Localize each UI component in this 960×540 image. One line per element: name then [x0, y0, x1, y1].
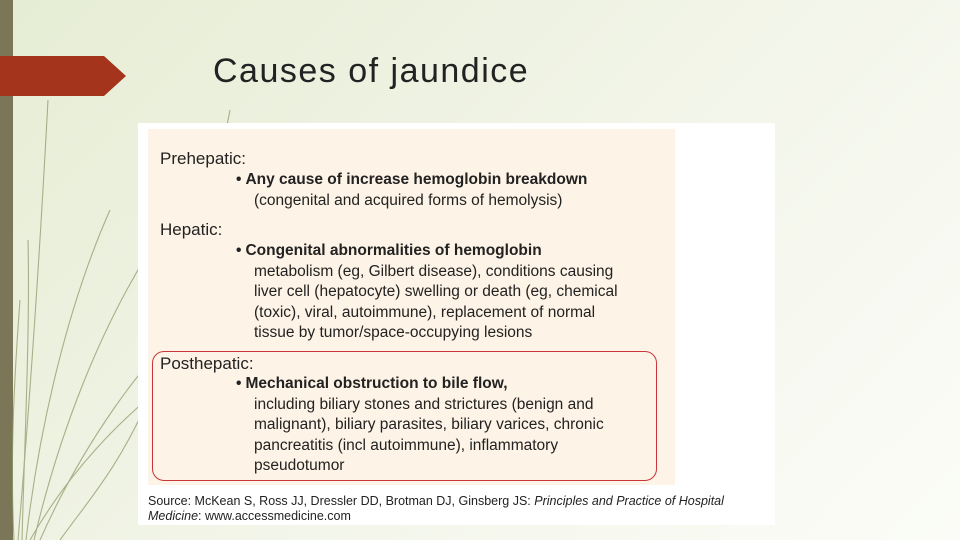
title-accent-arrow	[0, 56, 126, 96]
bullet-line: metabolism (eg, Gilbert disease), conditions causing	[254, 262, 614, 280]
bullet-symbol: •	[236, 375, 242, 392]
causes-panel	[148, 129, 675, 485]
bullet-symbol: •	[236, 242, 242, 259]
bullet-line: tissue by tumor/space-occupying lesions	[254, 324, 533, 341]
source-book-title: Principles and Practice of Hospital Medicine	[148, 494, 724, 523]
source-suffix: : www.accessmedicine.com	[198, 509, 351, 523]
causes-figure	[138, 123, 775, 525]
source-prefix: Source: McKean S, Ross JJ, Dressler DD, Brotman DJ, Ginsberg JS:	[148, 494, 535, 508]
bullet-hepatic	[236, 241, 676, 344]
bullet-line: pseudotumor	[254, 457, 345, 474]
slide-title: Causes of jaundice	[213, 52, 530, 90]
category-posthepatic: Posthepatic:	[160, 354, 254, 373]
bullet-line: malignant), biliary parasites, biliary varices, chronic	[254, 416, 604, 433]
bullet-line: including biliary stones and strictures (benign and	[254, 395, 594, 413]
bullet-heading: Any cause of increase hemoglobin breakdown	[245, 171, 588, 188]
bullet-posthepatic	[236, 374, 676, 477]
bullet-line: (congenital and acquired forms of hemolysis)	[254, 191, 563, 209]
bullet-line: (toxic), viral, autoimmune), replacement of normal	[254, 303, 596, 321]
bullet-prehepatic	[236, 170, 676, 211]
bullet-heading: Congenital abnormalities of hemoglobin	[245, 242, 542, 259]
bullet-symbol: •	[236, 171, 242, 188]
source-citation	[148, 494, 768, 524]
bullet-line: liver cell (hepatocyte) swelling or death (eg, chemical	[254, 283, 618, 300]
category-prehepatic: Prehepatic:	[160, 149, 246, 168]
bullet-heading: Mechanical obstruction to bile flow,	[245, 375, 508, 392]
category-hepatic: Hepatic:	[160, 220, 223, 239]
bullet-line: pancreatitis (incl autoimmune), inflammatory	[254, 436, 559, 454]
